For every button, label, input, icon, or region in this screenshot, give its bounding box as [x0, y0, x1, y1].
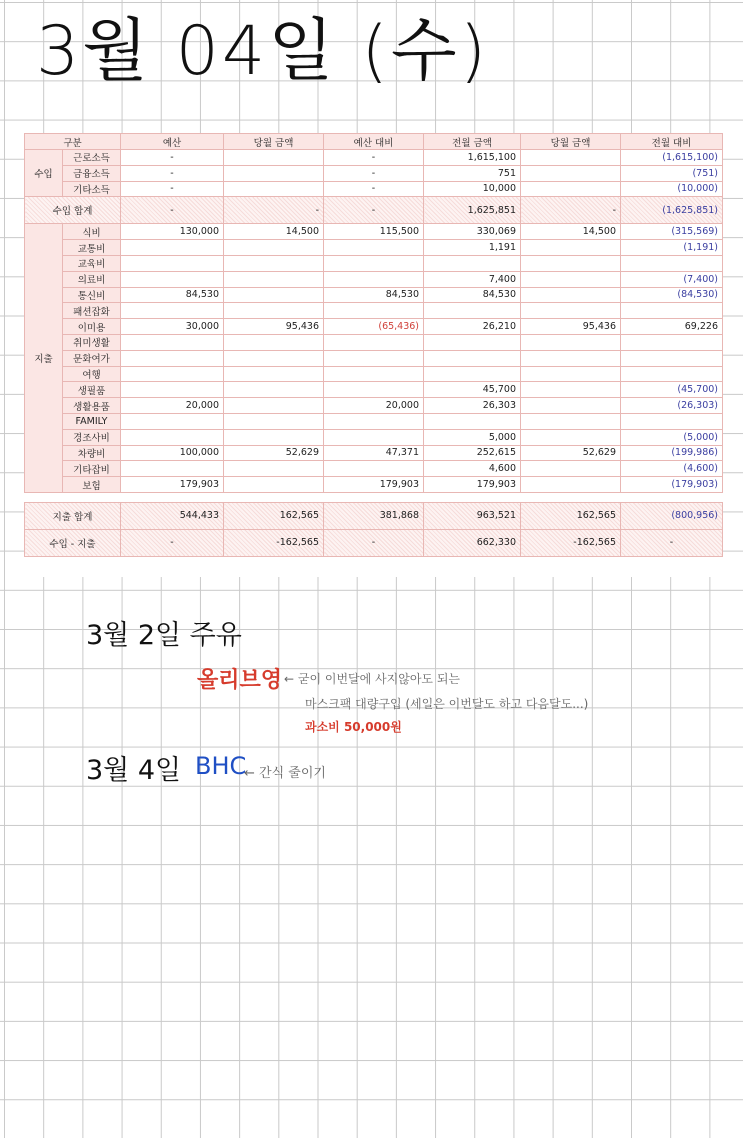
table-body	[25, 150, 723, 557]
expense-row	[25, 366, 723, 382]
cell-vs-budget: 47,371	[324, 445, 424, 461]
note-entry2-comment: ← 간식 줄이기	[244, 766, 326, 781]
spacer-cell	[25, 492, 723, 502]
cell-month	[224, 350, 324, 366]
row-label: 금융소득	[63, 165, 121, 181]
expense-row	[25, 382, 723, 398]
cell-month	[224, 150, 324, 166]
table-header-row	[25, 134, 723, 150]
cell-prev: 1,191	[424, 240, 521, 256]
cell-vs-budget	[324, 382, 424, 398]
row-label: 경조사비	[63, 429, 121, 445]
cell-vs-budget	[324, 429, 424, 445]
cell-vs-budget	[324, 334, 424, 350]
page-title: 3월 04일 (수)	[36, 12, 490, 91]
expense-row	[25, 319, 723, 335]
cell-month2	[521, 398, 621, 414]
cell-prev: 963,521	[424, 502, 521, 529]
cell-vs-prev: (45,700)	[621, 382, 723, 398]
cell-vs-prev	[621, 255, 723, 271]
cell-month	[224, 165, 324, 181]
cell-month2	[521, 255, 621, 271]
cell-vs-prev	[621, 350, 723, 366]
cell-vs-budget	[324, 271, 424, 287]
row-label: 수입 합계	[25, 197, 121, 224]
income-row	[25, 165, 723, 181]
expense-row	[25, 461, 723, 477]
cell-month	[224, 366, 324, 382]
expense-row	[25, 477, 723, 493]
cell-budget	[121, 366, 224, 382]
cell-month2	[521, 240, 621, 256]
cell-vs-budget	[324, 303, 424, 319]
cell-month2	[521, 366, 621, 382]
cell-month2	[521, 461, 621, 477]
cell-budget	[121, 382, 224, 398]
cell-month2: 162,565	[521, 502, 621, 529]
note-entry1-warning: 과소비 50,000원	[305, 720, 402, 734]
cell-vs-prev: (7,400)	[621, 271, 723, 287]
cell-prev: 45,700	[424, 382, 521, 398]
spacer-row	[25, 492, 723, 502]
cell-month: 52,629	[224, 445, 324, 461]
cell-vs-prev: (751)	[621, 165, 723, 181]
cell-vs-prev: 69,226	[621, 319, 723, 335]
cell-prev: 10,000	[424, 181, 521, 197]
cell-prev: 751	[424, 165, 521, 181]
cell-vs-prev: (1,625,851)	[621, 197, 723, 224]
cell-month2	[521, 413, 621, 429]
cell-vs-prev: (4,600)	[621, 461, 723, 477]
row-label: 문화여가	[63, 350, 121, 366]
cell-vs-prev: (26,303)	[621, 398, 723, 414]
note-entry2-date: 3월 4일	[86, 755, 182, 786]
row-label: 보험	[63, 477, 121, 493]
cell-budget: -	[121, 197, 224, 224]
cell-prev: 5,000	[424, 429, 521, 445]
header-budget: 예산	[121, 134, 224, 150]
expense-row	[25, 240, 723, 256]
cell-vs-budget	[324, 461, 424, 477]
expense-row	[25, 334, 723, 350]
cell-vs-budget: 20,000	[324, 398, 424, 414]
row-label: 생활용품	[63, 398, 121, 414]
header-vs-budget: 예산 대비	[324, 134, 424, 150]
cell-budget: 179,903	[121, 477, 224, 493]
cell-prev: 179,903	[424, 477, 521, 493]
group-label: 지출	[25, 224, 63, 493]
row-label: 생필품	[63, 382, 121, 398]
header-vs-prev: 전월 대비	[621, 134, 723, 150]
cell-month	[224, 287, 324, 303]
cell-prev: 84,530	[424, 287, 521, 303]
cell-prev: 330,069	[424, 224, 521, 240]
header-category: 구분	[25, 134, 121, 150]
cell-prev: 1,615,100	[424, 150, 521, 166]
expense-row	[25, 224, 723, 240]
cell-month	[224, 240, 324, 256]
cell-month2	[521, 334, 621, 350]
cell-month2	[521, 181, 621, 197]
expense-row	[25, 445, 723, 461]
row-label: 이미용	[63, 319, 121, 335]
note-entry2-brand: BHC	[195, 752, 247, 780]
row-label: 교통비	[63, 240, 121, 256]
cell-vs-prev: (84,530)	[621, 287, 723, 303]
cell-vs-prev: (10,000)	[621, 181, 723, 197]
note-entry1-date: 3월 2일 주유	[86, 620, 242, 651]
cell-budget	[121, 429, 224, 445]
row-label: 기타잡비	[63, 461, 121, 477]
cell-vs-prev: (1,615,100)	[621, 150, 723, 166]
row-label: 식비	[63, 224, 121, 240]
income-row	[25, 150, 723, 166]
cell-month2: 52,629	[521, 445, 621, 461]
cell-budget: 84,530	[121, 287, 224, 303]
cell-month	[224, 461, 324, 477]
cell-month	[224, 255, 324, 271]
budget-table	[24, 133, 723, 557]
cell-budget: 130,000	[121, 224, 224, 240]
expense-row	[25, 255, 723, 271]
cell-prev	[424, 366, 521, 382]
cell-prev: 1,625,851	[424, 197, 521, 224]
cell-prev	[424, 334, 521, 350]
header-prev-month: 전월 금액	[424, 134, 521, 150]
cell-vs-budget: -	[324, 150, 424, 166]
row-label: 여행	[63, 366, 121, 382]
note-entry1-memo: 마스크팩 대량구입 (세일은 이번달도 하고 다음달도...)	[305, 697, 589, 711]
cell-vs-prev	[621, 303, 723, 319]
row-label: 취미생활	[63, 334, 121, 350]
cell-month	[224, 429, 324, 445]
income-total-row	[25, 197, 723, 224]
expense-row	[25, 350, 723, 366]
cell-month2: 95,436	[521, 319, 621, 335]
cell-vs-budget: 179,903	[324, 477, 424, 493]
cell-vs-budget: -	[324, 181, 424, 197]
note-entry1-comment: ← 굳이 이번달에 사지않아도 되는	[284, 672, 461, 686]
cell-budget	[121, 303, 224, 319]
cell-budget: -	[121, 181, 224, 197]
cell-month	[224, 181, 324, 197]
cell-month: 162,565	[224, 502, 324, 529]
cell-month2	[521, 477, 621, 493]
row-label: 차량비	[63, 445, 121, 461]
cell-vs-budget	[324, 240, 424, 256]
cell-vs-prev	[621, 366, 723, 382]
cell-budget	[121, 350, 224, 366]
cell-vs-budget	[324, 350, 424, 366]
cell-vs-budget: (65,436)	[324, 319, 424, 335]
cell-month	[224, 398, 324, 414]
cell-month2: 14,500	[521, 224, 621, 240]
cell-prev: 252,615	[424, 445, 521, 461]
row-label: 지출 합계	[25, 502, 121, 529]
cell-prev: 662,330	[424, 529, 521, 556]
cell-month2	[521, 271, 621, 287]
row-label: 교육비	[63, 255, 121, 271]
cell-prev: 26,303	[424, 398, 521, 414]
cell-prev	[424, 303, 521, 319]
header-month-amount: 당월 금액	[224, 134, 324, 150]
cell-prev	[424, 350, 521, 366]
expense-row	[25, 271, 723, 287]
cell-month	[224, 303, 324, 319]
row-label: 기타소득	[63, 181, 121, 197]
header-month-amount-2: 당월 금액	[521, 134, 621, 150]
cell-month2	[521, 150, 621, 166]
cell-budget: -	[121, 165, 224, 181]
cell-budget: 30,000	[121, 319, 224, 335]
note-entry1-brand: 올리브영	[197, 668, 283, 693]
cell-vs-budget: 115,500	[324, 224, 424, 240]
cell-budget	[121, 240, 224, 256]
cell-month: 14,500	[224, 224, 324, 240]
cell-vs-prev: (800,956)	[621, 502, 723, 529]
cell-vs-prev: (199,986)	[621, 445, 723, 461]
row-label: 패션잡화	[63, 303, 121, 319]
expense-total-row	[25, 502, 723, 529]
cell-vs-prev: (5,000)	[621, 429, 723, 445]
cell-vs-budget: -	[324, 165, 424, 181]
cell-vs-prev	[621, 413, 723, 429]
cell-month: -	[224, 197, 324, 224]
cell-month2	[521, 429, 621, 445]
cell-budget	[121, 255, 224, 271]
cell-budget: 544,433	[121, 502, 224, 529]
cell-budget: -	[121, 529, 224, 556]
cell-month	[224, 334, 324, 350]
cell-vs-prev: -	[621, 529, 723, 556]
cell-vs-budget: 84,530	[324, 287, 424, 303]
cell-prev	[424, 413, 521, 429]
cell-vs-budget: -	[324, 197, 424, 224]
cell-budget	[121, 461, 224, 477]
cell-budget	[121, 413, 224, 429]
expense-row	[25, 287, 723, 303]
row-label: 근로소득	[63, 150, 121, 166]
cell-month: -162,565	[224, 529, 324, 556]
cell-vs-prev: (315,569)	[621, 224, 723, 240]
row-label: FAMILY	[63, 413, 121, 429]
cell-month2	[521, 350, 621, 366]
cell-month	[224, 413, 324, 429]
cell-budget	[121, 334, 224, 350]
cell-prev: 7,400	[424, 271, 521, 287]
cell-month	[224, 271, 324, 287]
cell-vs-prev: (179,903)	[621, 477, 723, 493]
expense-row	[25, 429, 723, 445]
budget-sheet	[24, 133, 722, 577]
cell-budget: 100,000	[121, 445, 224, 461]
cell-budget: -	[121, 150, 224, 166]
cell-month2: -162,565	[521, 529, 621, 556]
cell-vs-prev: (1,191)	[621, 240, 723, 256]
cell-month2	[521, 287, 621, 303]
row-label: 수입 - 지출	[25, 529, 121, 556]
income-row	[25, 181, 723, 197]
expense-row	[25, 398, 723, 414]
expense-row	[25, 413, 723, 429]
cell-budget	[121, 271, 224, 287]
cell-month	[224, 477, 324, 493]
cell-month2	[521, 382, 621, 398]
cell-prev	[424, 255, 521, 271]
cell-vs-budget: 381,868	[324, 502, 424, 529]
expense-row	[25, 303, 723, 319]
cell-month	[224, 382, 324, 398]
cell-vs-budget	[324, 255, 424, 271]
cell-month2	[521, 303, 621, 319]
cell-month: 95,436	[224, 319, 324, 335]
row-label: 의료비	[63, 271, 121, 287]
cell-vs-prev	[621, 334, 723, 350]
cell-prev: 26,210	[424, 319, 521, 335]
cell-month2: -	[521, 197, 621, 224]
net-total-row	[25, 529, 723, 556]
cell-vs-budget: -	[324, 529, 424, 556]
cell-vs-budget	[324, 413, 424, 429]
row-label: 통신비	[63, 287, 121, 303]
cell-prev: 4,600	[424, 461, 521, 477]
group-label: 수입	[25, 150, 63, 197]
cell-month2	[521, 165, 621, 181]
cell-budget: 20,000	[121, 398, 224, 414]
cell-vs-budget	[324, 366, 424, 382]
